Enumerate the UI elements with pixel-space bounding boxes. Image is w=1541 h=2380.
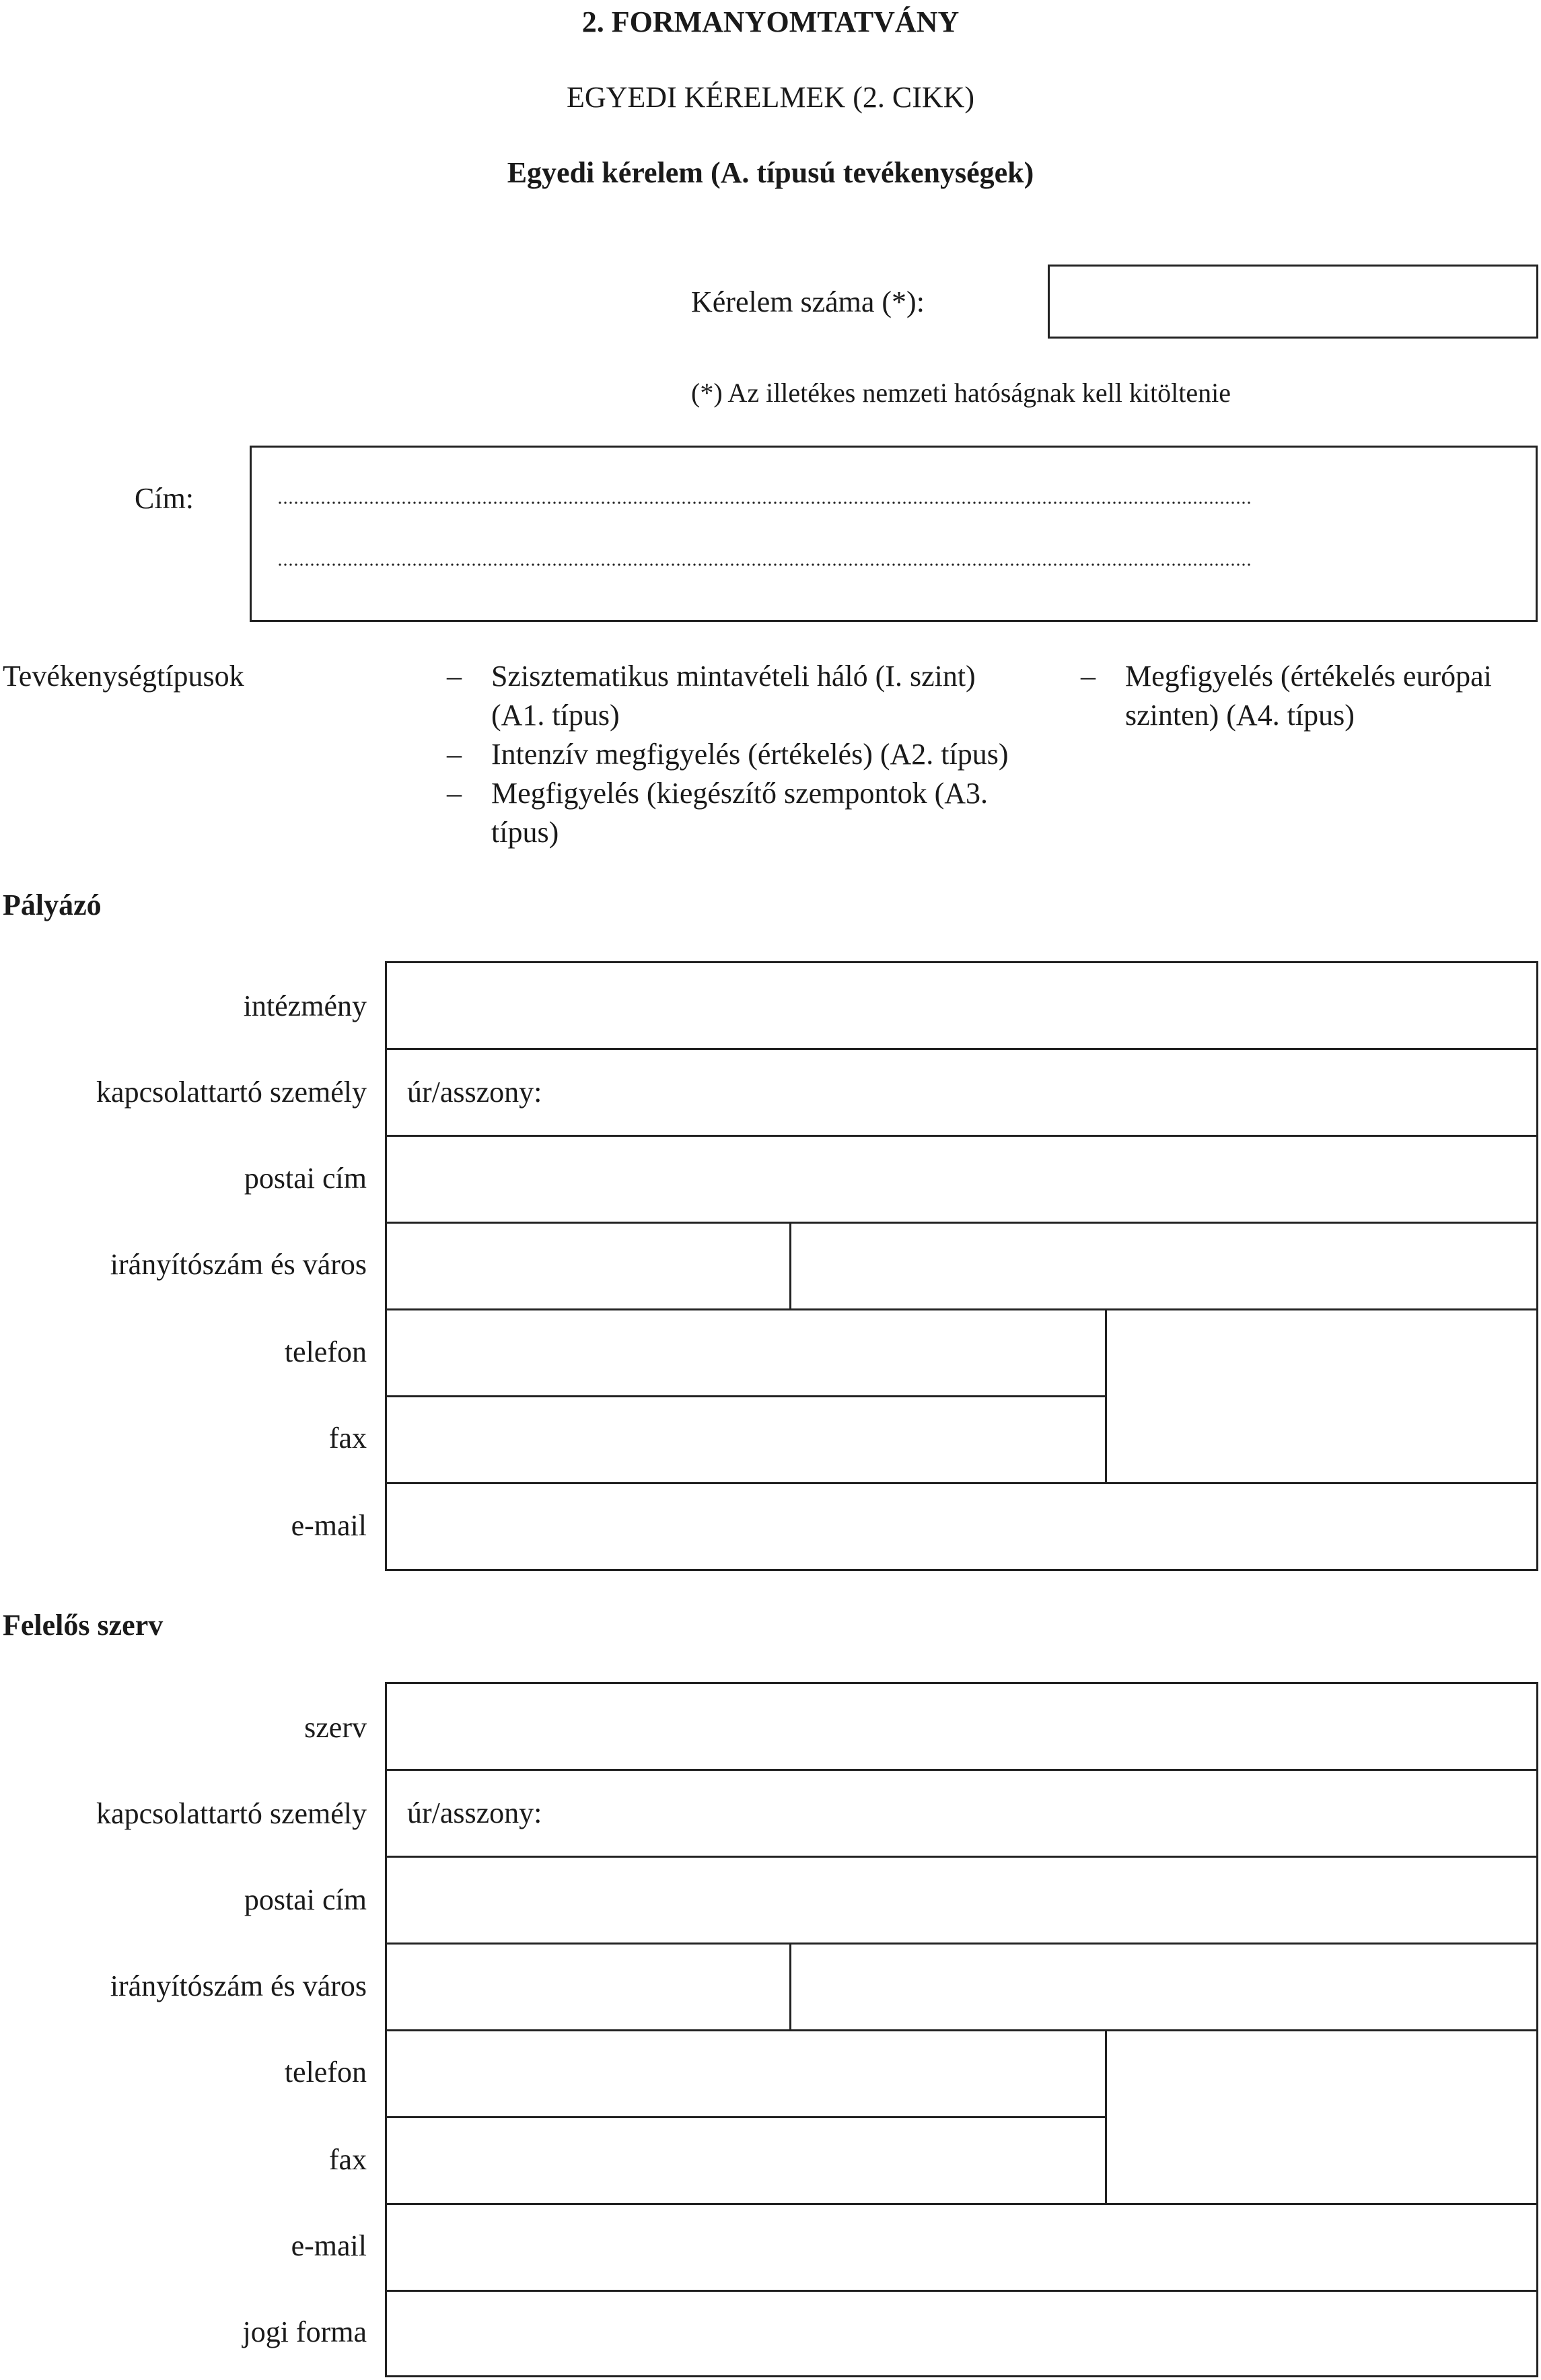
responsible-city-field[interactable] <box>789 1943 1538 2031</box>
activities-label: Tevékenységtípusok <box>3 660 244 693</box>
applicant-heading: Pályázó <box>3 888 102 921</box>
applicant-phone-label: telefon <box>284 1335 367 1368</box>
applicant-address-label: postai cím <box>244 1162 367 1195</box>
activity-dash-4: – <box>1081 660 1096 693</box>
request-number-field[interactable] <box>1048 265 1538 339</box>
applicant-fax-field[interactable] <box>385 1395 1107 1484</box>
applicant-city-field[interactable] <box>789 1222 1538 1310</box>
applicant-phone-field[interactable] <box>385 1308 1107 1397</box>
responsible-zip-city-label: irányítószám és város <box>110 1969 367 2002</box>
applicant-fax-label: fax <box>328 1422 367 1455</box>
responsible-address-label: postai cím <box>244 1883 367 1916</box>
applicant-contact-label: kapcsolattartó személy <box>96 1076 367 1109</box>
applicant-side-field[interactable] <box>1105 1308 1538 1484</box>
activity-item-a3: Megfigyelés (kiegészítő szempontok (A3. típus) <box>491 777 989 849</box>
title-field[interactable] <box>250 446 1538 622</box>
activity-item-a4: Megfigyelés (értékelés európai szinten) (A4. típus) <box>1125 660 1492 732</box>
responsible-fax-field[interactable] <box>385 2116 1107 2205</box>
request-number-label: Kérelem száma (*): <box>691 285 925 318</box>
responsible-contact-label: kapcsolattartó személy <box>96 1797 367 1830</box>
responsible-legal-form-label: jogi forma <box>242 2315 367 2348</box>
title-dotted-line-2 <box>277 563 1250 566</box>
applicant-institution-label: intézmény <box>243 989 367 1022</box>
applicant-contact-prefix: úr/asszony: <box>407 1076 542 1109</box>
responsible-legal-form-field[interactable] <box>385 2290 1538 2377</box>
responsible-contact-field[interactable] <box>385 1769 1538 1858</box>
title-dotted-line-1 <box>277 501 1250 504</box>
responsible-zip-field[interactable] <box>385 1943 791 2031</box>
responsible-body-label: szerv <box>304 1711 367 1744</box>
title-label: Cím: <box>135 482 194 515</box>
applicant-zip-city-label: irányítószám és város <box>110 1248 367 1281</box>
activity-dash-2: – <box>447 738 462 771</box>
activity-dash-1: – <box>447 660 462 693</box>
form-heading: Egyedi kérelem (A. típusú tevékenységek) <box>507 156 1034 189</box>
activity-dash-3: – <box>447 777 462 810</box>
applicant-email-label: e-mail <box>291 1509 367 1542</box>
responsible-phone-field[interactable] <box>385 2029 1107 2118</box>
responsible-address-field[interactable] <box>385 1856 1538 1945</box>
request-number-note: (*) Az illetékes nemzeti hatóságnak kell kitöltenie <box>691 378 1231 408</box>
responsible-contact-prefix: úr/asszony: <box>407 1796 542 1829</box>
responsible-phone-label: telefon <box>284 2056 367 2089</box>
applicant-address-field[interactable] <box>385 1135 1538 1224</box>
responsible-side-field[interactable] <box>1105 2029 1538 2205</box>
activity-item-a2: Intenzív megfigyelés (értékelés) (A2. típus) <box>491 738 1009 771</box>
responsible-heading: Felelős szerv <box>3 1609 164 1642</box>
form-title: 2. FORMANYOMTATVÁNY <box>581 5 960 38</box>
form-subtitle: EGYEDI KÉRELMEK (2. CIKK) <box>566 81 975 114</box>
applicant-zip-field[interactable] <box>385 1222 791 1310</box>
applicant-contact-field[interactable] <box>385 1048 1538 1137</box>
applicant-email-field[interactable] <box>385 1482 1538 1571</box>
responsible-email-field[interactable] <box>385 2203 1538 2292</box>
applicant-institution-field[interactable] <box>385 961 1538 1050</box>
activity-item-a1: Szisztematikus mintavételi háló (I. szint) (A1. típus) <box>491 660 976 732</box>
responsible-body-field[interactable] <box>385 1682 1538 1771</box>
responsible-email-label: e-mail <box>291 2229 367 2262</box>
responsible-fax-label: fax <box>328 2143 367 2176</box>
